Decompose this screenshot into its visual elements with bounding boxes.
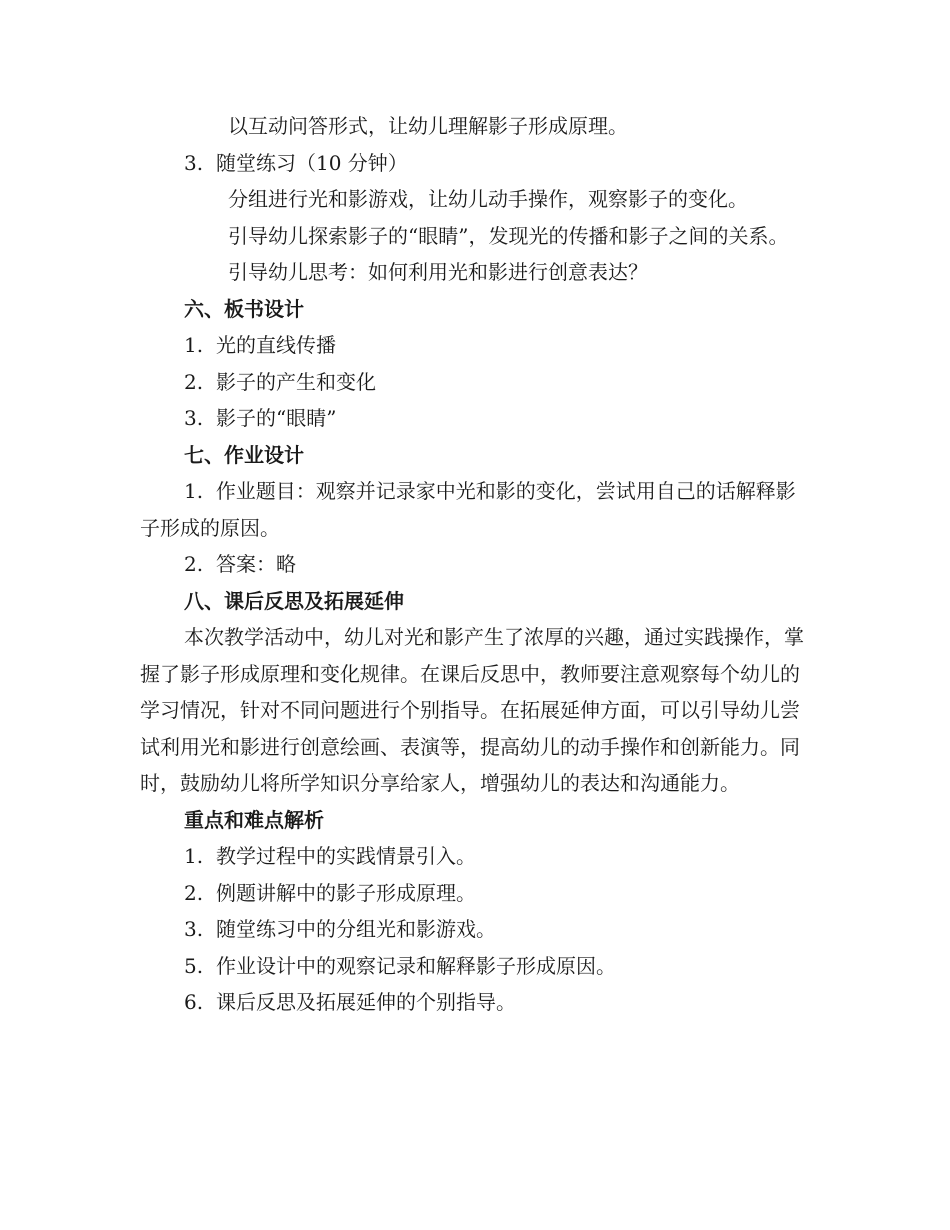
list-number: 3. bbox=[184, 150, 204, 175]
paragraph-shadow-eyes: 引导幼儿探索影子的“眼睛”，发现光的传播和影子之间的关系。 bbox=[228, 223, 789, 248]
list-item-homework-task bbox=[140, 473, 808, 546]
paragraph-creative-question: 引导幼儿思考：如何利用光和影进行创意表达？ bbox=[228, 260, 648, 284]
section-heading-homework: 七、作业设计 bbox=[184, 442, 304, 467]
list-item bbox=[140, 948, 808, 985]
list-item-text: 答案：略 bbox=[216, 552, 296, 576]
list-item bbox=[140, 984, 808, 1021]
list-item-text: 影子的产生和变化 bbox=[216, 369, 376, 394]
list-item bbox=[140, 875, 808, 912]
list-item-answer bbox=[140, 546, 808, 583]
section-heading-keypoints: 重点和难点解析 bbox=[184, 807, 324, 832]
document-body bbox=[140, 108, 808, 1021]
list-number: 5. bbox=[184, 953, 204, 978]
list-item-text: 课后反思及拓展延伸的个别指导。 bbox=[216, 990, 516, 1014]
paragraph-reflection-body: 本次教学活动中，幼儿对光和影产生了浓厚的兴趣，通过实践操作，掌握了影子形成原理和变化规律。在课后反思中，教师要注意观察每个幼儿的学习情况，针对不同问题进行个别指导。在拓展延伸方面，可以引导幼儿尝试利用光和影进行创意绘画、表演等，提高幼儿的动手操作和创新能力。同时，鼓励幼儿将所学知识分享给家人，增强幼儿的表达和沟通能力。 bbox=[140, 625, 804, 795]
section-heading-board-design: 六、板书设计 bbox=[184, 296, 304, 321]
list-item bbox=[140, 838, 808, 875]
list-item bbox=[140, 911, 808, 948]
list-number: 1. bbox=[184, 479, 204, 503]
list-item-text: 教学过程中的实践情景引入。 bbox=[216, 844, 476, 868]
list-number: 3. bbox=[184, 917, 204, 941]
list-number: 2. bbox=[184, 369, 204, 394]
list-item-text: 光的直线传播 bbox=[216, 333, 336, 357]
list-item bbox=[140, 364, 808, 401]
list-number: 2. bbox=[184, 880, 204, 905]
list-item-text: 随堂练习（10 分钟） bbox=[216, 150, 408, 175]
list-item-text: 影子的“眼睛” bbox=[216, 406, 337, 430]
paragraph-interactive-qa: 以互动问答形式，让幼儿理解影子形成原理。 bbox=[228, 114, 628, 138]
list-number: 1. bbox=[184, 333, 204, 357]
list-number: 2. bbox=[184, 552, 204, 576]
list-item-practice bbox=[140, 145, 808, 182]
list-number: 6. bbox=[184, 990, 204, 1014]
list-item bbox=[140, 327, 808, 364]
list-item-text: 作业题目：观察并记录家中光和影的变化，尝试用自己的话解释影子形成的原因。 bbox=[140, 479, 796, 540]
section-heading-reflection: 八、课后反思及拓展延伸 bbox=[184, 588, 404, 613]
list-number: 1. bbox=[184, 844, 204, 868]
list-item-text: 作业设计中的观察记录和解释影子形成原因。 bbox=[216, 953, 616, 978]
list-number: 3. bbox=[184, 406, 204, 430]
list-item bbox=[140, 400, 808, 437]
list-item-text: 例题讲解中的影子形成原理。 bbox=[216, 880, 476, 905]
paragraph-group-game: 分组进行光和影游戏，让幼儿动手操作，观察影子的变化。 bbox=[228, 187, 748, 211]
list-item-text: 随堂练习中的分组光和影游戏。 bbox=[216, 917, 496, 941]
